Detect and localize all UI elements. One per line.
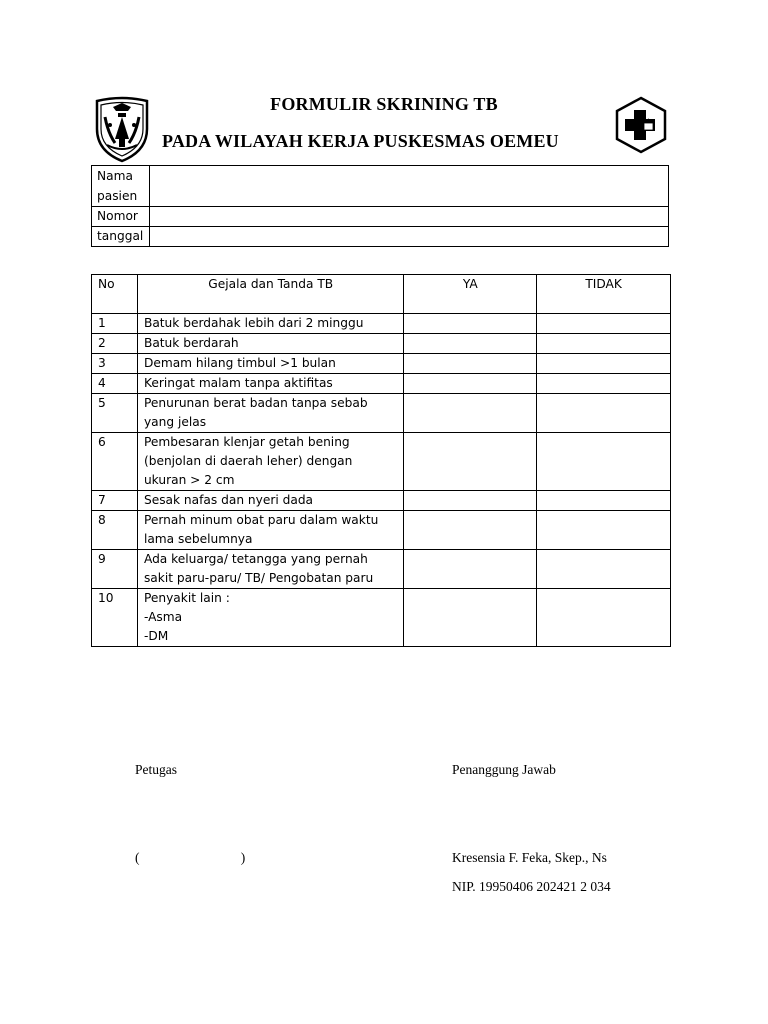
patient-date-label: tanggal bbox=[92, 227, 150, 247]
symptom-number: 5 bbox=[92, 394, 138, 433]
symptom-row bbox=[92, 334, 671, 354]
symptom-number: 6 bbox=[92, 433, 138, 491]
answer-no-cell[interactable] bbox=[537, 354, 671, 374]
symptom-number: 8 bbox=[92, 511, 138, 550]
answer-yes-cell[interactable] bbox=[404, 433, 537, 491]
symptom-number: 1 bbox=[92, 314, 138, 334]
symptom-text: Penyakit lain : -Asma -DM bbox=[137, 589, 404, 647]
symptom-row bbox=[92, 589, 671, 647]
answer-yes-cell[interactable] bbox=[404, 314, 537, 334]
symptom-row bbox=[92, 550, 671, 589]
header-no-answer: TIDAK bbox=[537, 275, 671, 314]
symptom-row bbox=[92, 491, 671, 511]
answer-yes-cell[interactable] bbox=[404, 334, 537, 354]
officer-signature-line: ( ) bbox=[135, 850, 246, 865]
symptom-row bbox=[92, 374, 671, 394]
answer-yes-cell[interactable] bbox=[404, 354, 537, 374]
patient-number-label: Nomor bbox=[92, 207, 150, 227]
symptom-number: 2 bbox=[92, 334, 138, 354]
answer-no-cell[interactable] bbox=[537, 589, 671, 647]
symptom-text: Pembesaran klenjar getah bening (benjolan di daerah leher) dengan ukuran > 2 cm bbox=[137, 433, 404, 491]
symptom-text: Demam hilang timbul >1 bulan bbox=[137, 354, 404, 374]
answer-yes-cell[interactable] bbox=[404, 491, 537, 511]
patient-number-field[interactable] bbox=[150, 207, 669, 227]
answer-yes-cell[interactable] bbox=[404, 550, 537, 589]
symptom-row bbox=[92, 511, 671, 550]
symptom-text: Batuk berdarah bbox=[137, 334, 404, 354]
screening-table bbox=[91, 274, 671, 647]
responsible-name: Kresensia F. Feka, Skep., Ns bbox=[452, 850, 607, 865]
symptom-number: 4 bbox=[92, 374, 138, 394]
patient-row-name bbox=[92, 166, 669, 207]
patient-name-label: Nama pasien bbox=[92, 166, 150, 207]
officer-label: Petugas bbox=[135, 762, 177, 777]
symptom-row bbox=[92, 354, 671, 374]
screening-header-row bbox=[92, 275, 671, 314]
header-symptom: Gejala dan Tanda TB bbox=[137, 275, 404, 314]
symptom-text: Sesak nafas dan nyeri dada bbox=[137, 491, 404, 511]
symptom-number: 10 bbox=[92, 589, 138, 647]
header-no: No bbox=[92, 275, 138, 314]
answer-no-cell[interactable] bbox=[537, 314, 671, 334]
symptom-text: Penurunan berat badan tanpa sebab yang jelas bbox=[137, 394, 404, 433]
symptom-number: 9 bbox=[92, 550, 138, 589]
answer-no-cell[interactable] bbox=[537, 491, 671, 511]
symptom-text: Pernah minum obat paru dalam waktu lama sebelumnya bbox=[137, 511, 404, 550]
patient-name-field[interactable] bbox=[150, 166, 669, 207]
answer-yes-cell[interactable] bbox=[404, 511, 537, 550]
symptom-row bbox=[92, 394, 671, 433]
answer-no-cell[interactable] bbox=[537, 374, 671, 394]
responsible-nip: NIP. 19950406 202421 2 034 bbox=[452, 879, 611, 894]
symptom-text: Keringat malam tanpa aktifitas bbox=[137, 374, 404, 394]
symptom-text: Batuk berdahak lebih dari 2 minggu bbox=[137, 314, 404, 334]
form-title: FORMULIR SKRINING TB bbox=[270, 94, 498, 114]
symptom-number: 3 bbox=[92, 354, 138, 374]
patient-row-date bbox=[92, 227, 669, 247]
symptom-text: Ada keluarga/ tetangga yang pernah sakit paru-paru/ TB/ Pengobatan paru bbox=[137, 550, 404, 589]
symptom-number: 7 bbox=[92, 491, 138, 511]
answer-no-cell[interactable] bbox=[537, 334, 671, 354]
form-subtitle: PADA WILAYAH KERJA PUSKESMAS OEMEU bbox=[162, 131, 559, 151]
patient-info-table bbox=[91, 165, 669, 247]
symptom-row bbox=[92, 433, 671, 491]
patient-date-field[interactable] bbox=[150, 227, 669, 247]
answer-no-cell[interactable] bbox=[537, 550, 671, 589]
answer-yes-cell[interactable] bbox=[404, 374, 537, 394]
responsible-label: Penanggung Jawab bbox=[452, 762, 556, 777]
header-yes: YA bbox=[404, 275, 537, 314]
answer-yes-cell[interactable] bbox=[404, 589, 537, 647]
answer-no-cell[interactable] bbox=[537, 394, 671, 433]
answer-no-cell[interactable] bbox=[537, 433, 671, 491]
symptom-row bbox=[92, 314, 671, 334]
answer-no-cell[interactable] bbox=[537, 511, 671, 550]
patient-row-number bbox=[92, 207, 669, 227]
answer-yes-cell[interactable] bbox=[404, 394, 537, 433]
